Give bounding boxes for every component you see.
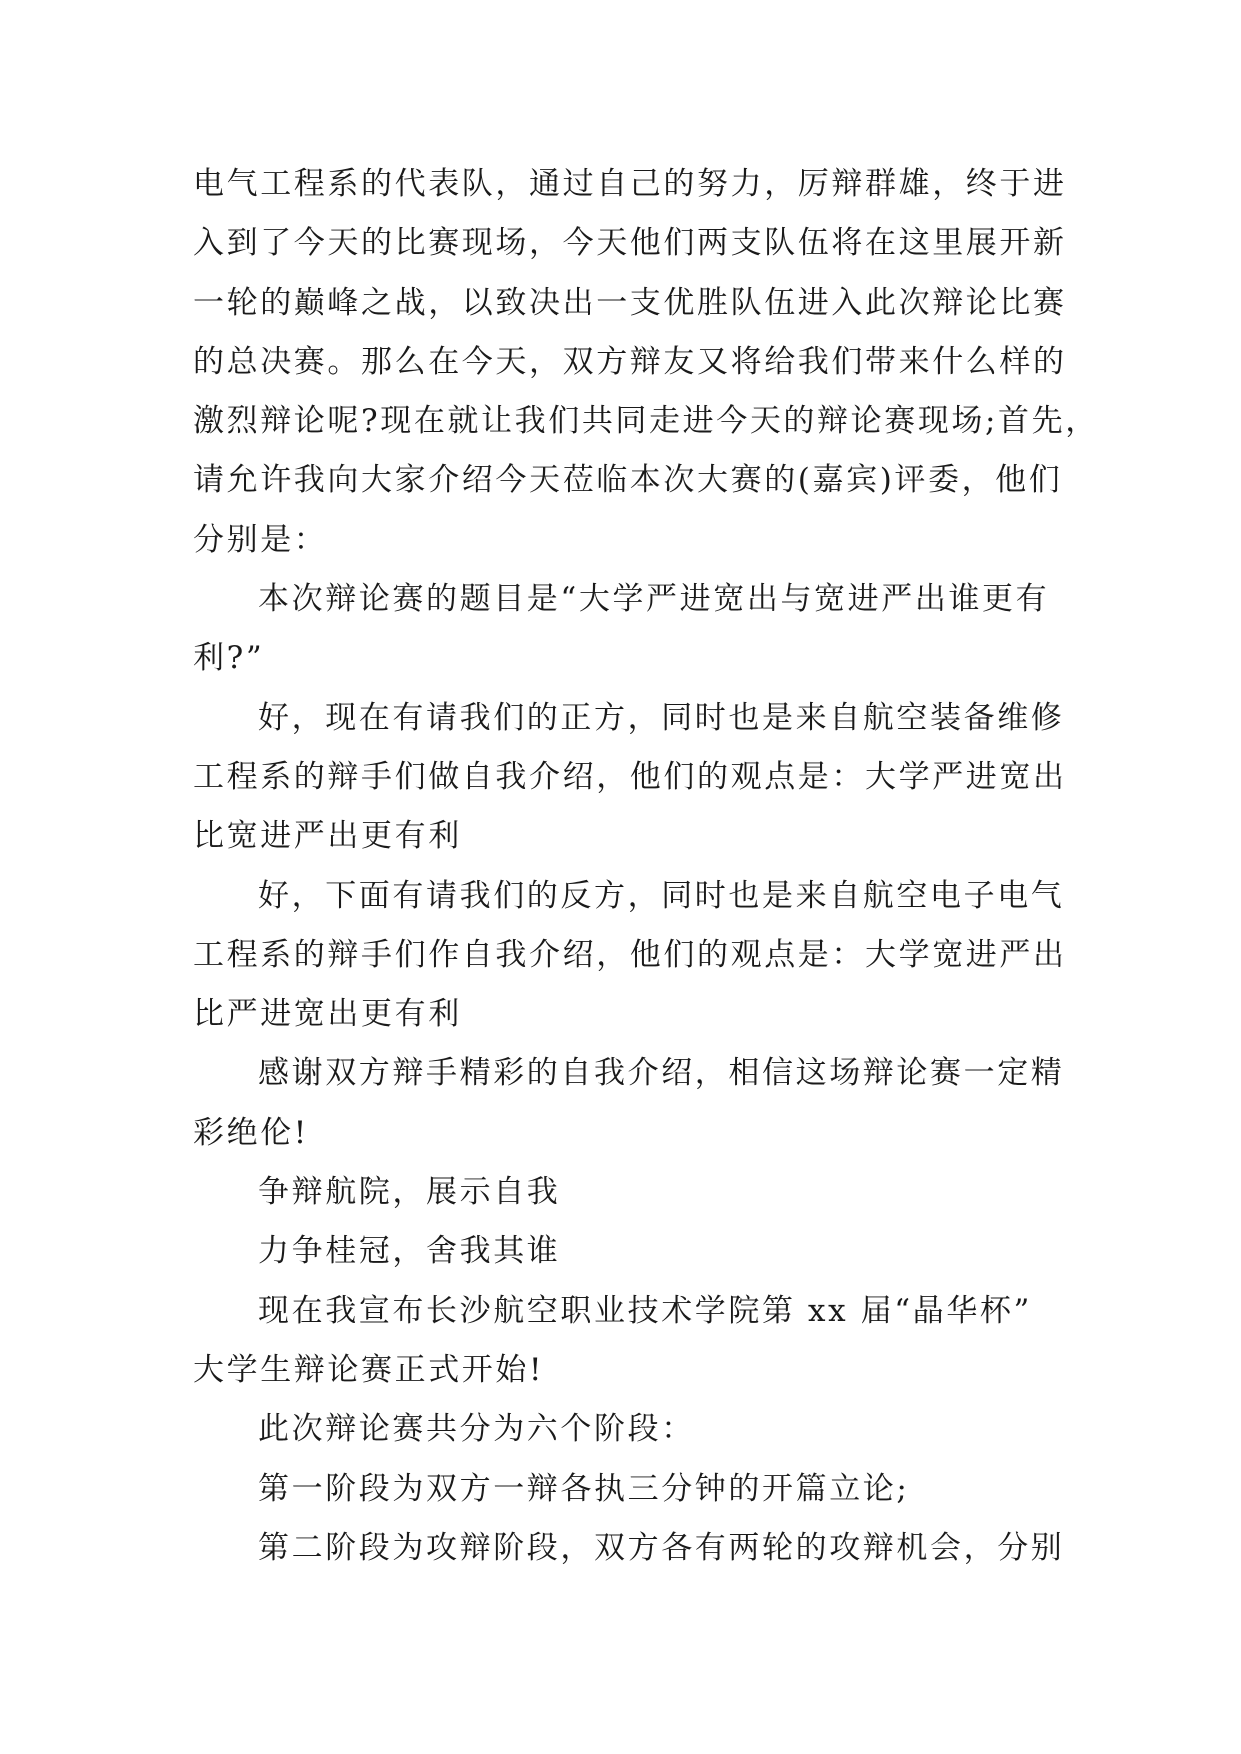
text-line: 第二阶段为攻辩阶段，双方各有两轮的攻辩机会，分别 [258,1529,1065,1566]
text-line: 工程系的辩手们做自我介绍，他们的观点是：大学严进宽出 [193,758,1067,795]
text-line: 工程系的辩手们作自我介绍，他们的观点是：大学宽进严出 [193,936,1067,973]
text-line: 感谢双方辩手精彩的自我介绍，相信这场辩论赛一定精 [258,1055,1065,1092]
text-line: 彩绝伦! [193,1114,309,1151]
text-line: 比严进宽出更有利 [193,996,462,1033]
text-line: 好，现在有请我们的正方，同时也是来自航空装备维修 [258,699,1065,736]
text-line: 力争桂冠，舍我其谁 [258,1233,561,1270]
text-line: 大学生辩论赛正式开始! [193,1351,545,1388]
text-line: 利?” [193,640,265,677]
text-line: 的总决赛。那么在今天，双方辩友又将给我们带来什么样的 [193,343,1067,380]
text-line: 激烈辩论呢?现在就让我们共同走进今天的辩论赛现场;首先， [193,403,1099,440]
text-line: 分别是： [193,521,328,558]
text-line: 现在我宣布长沙航空职业技术学院第 xx 届“晶华杯” [258,1292,1032,1329]
text-line: 好，下面有请我们的反方，同时也是来自航空电子电气 [258,877,1065,914]
text-line: 请允许我向大家介绍今天莅临本次大赛的(嘉宾)评委，他们 [193,462,1063,499]
document-body [193,155,1099,1578]
text-line: 一轮的巅峰之战，以致决出一支优胜队伍进入此次辩论比赛 [193,284,1067,321]
text-line: 本次辩论赛的题目是“大学严进宽出与宽进严出谁更有 [258,581,1050,618]
text-line: 争辩航院，展示自我 [258,1174,561,1211]
text-line: 入到了今天的比赛现场，今天他们两支队伍将在这里展开新 [193,225,1067,262]
text-line: 此次辩论赛共分为六个阶段： [258,1411,695,1448]
text-line: 电气工程系的代表队，通过自己的努力，厉辩群雄，终于进 [193,166,1067,202]
text-line: 第一阶段为双方一辩各执三分钟的开篇立论; [258,1470,910,1507]
text-line: 比宽进严出更有利 [193,818,462,855]
